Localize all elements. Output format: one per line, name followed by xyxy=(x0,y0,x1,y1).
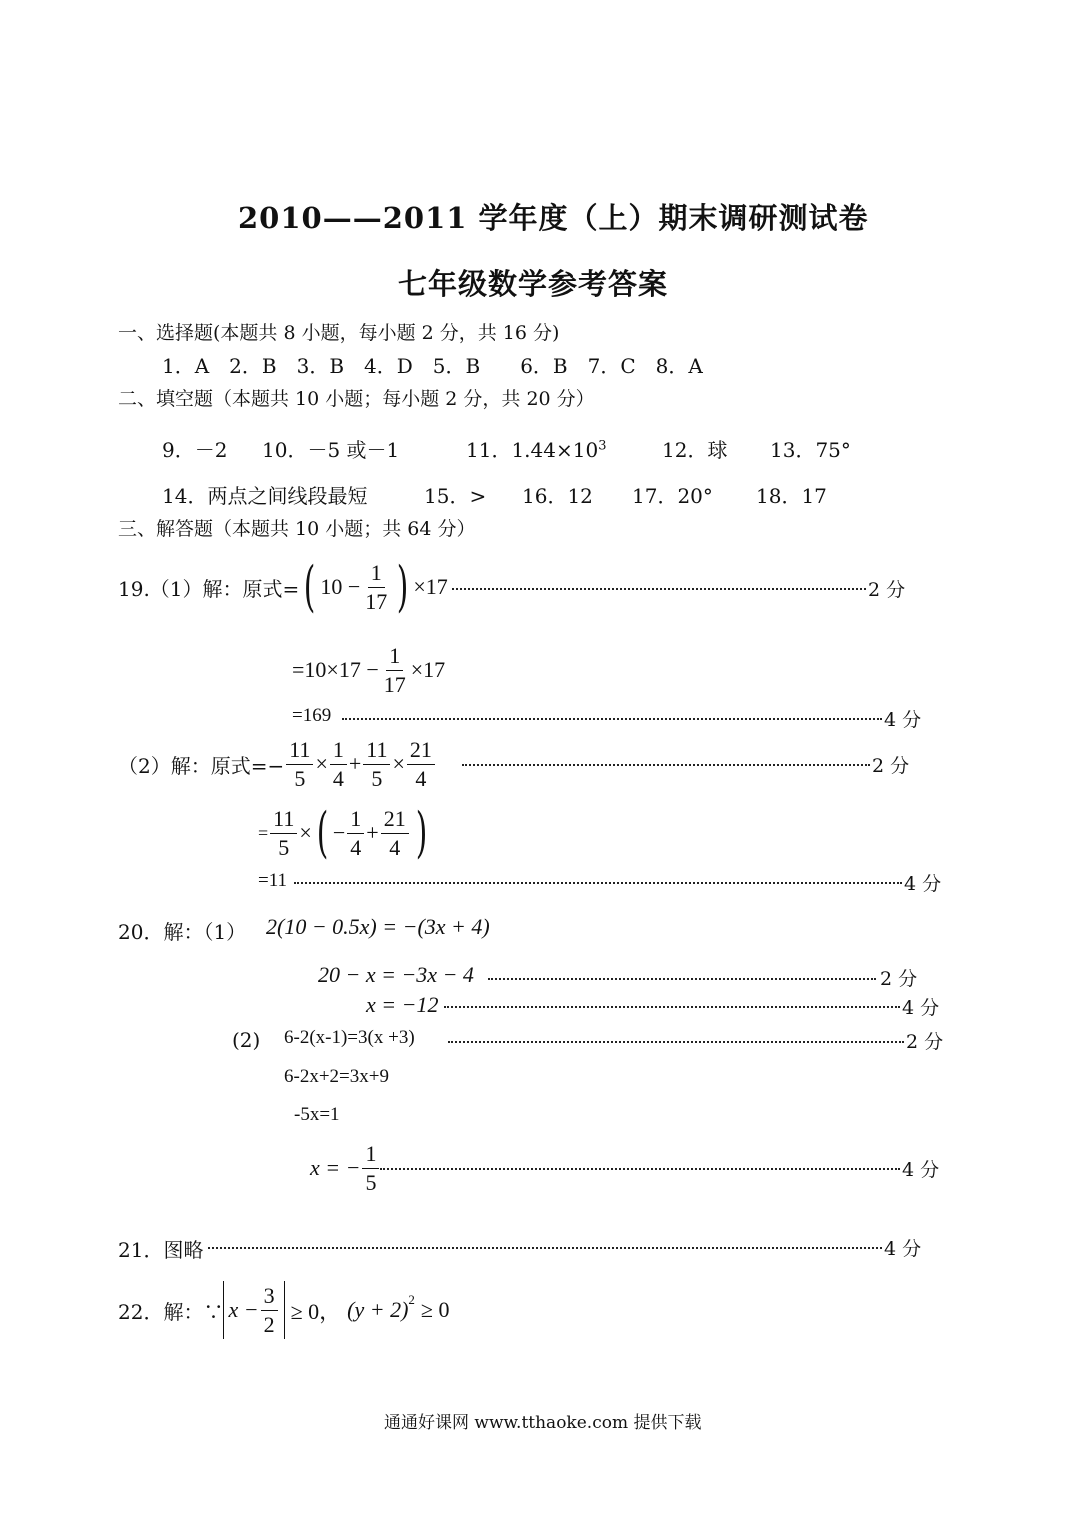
fraction-1-4 xyxy=(347,805,364,860)
score-2: 2 分 xyxy=(906,1031,944,1053)
answer-13: 13．75° xyxy=(770,438,851,462)
minus-sign: − xyxy=(332,820,346,845)
q22-ge-zero: ≥ 0， xyxy=(290,1298,342,1324)
q20-part2-step2: -5x=1 xyxy=(294,1104,340,1125)
dot-leader xyxy=(448,1041,904,1043)
plus-sign: + xyxy=(366,820,379,845)
denominator: 17 xyxy=(383,671,406,697)
fraction-21-4 xyxy=(407,736,435,791)
q20-label: 20．解：（1） xyxy=(118,920,247,944)
dot-leader xyxy=(208,1247,882,1249)
numerator: 11 xyxy=(363,739,390,765)
dot-leader xyxy=(380,1168,900,1170)
open-paren: ( xyxy=(304,555,316,618)
score-2: 2 分 xyxy=(872,755,910,777)
footer-source: 通通好课网 www.tthaoke.com 提供下载 xyxy=(384,1413,702,1433)
dot-leader xyxy=(444,1006,900,1008)
q22-line1 xyxy=(118,1278,450,1342)
denominator: 17 xyxy=(365,588,388,614)
denominator: 4 xyxy=(350,834,362,860)
q20-part2-label: (2) xyxy=(232,1028,261,1052)
answer-11-base: 11．1.44×10 xyxy=(466,438,599,462)
fraction-11-5 xyxy=(363,736,390,791)
q19-part1-line1 xyxy=(118,552,448,622)
q20-x-equals: x = − xyxy=(310,1155,361,1180)
times-sign: × xyxy=(315,751,328,776)
plus-sign: + xyxy=(348,751,362,776)
q22-square-exp: 2 xyxy=(408,1292,415,1307)
equals-sign: = xyxy=(258,822,269,843)
denominator: 4 xyxy=(415,765,427,791)
dot-leader xyxy=(452,588,866,590)
numerator: 1 xyxy=(362,1143,379,1169)
score-4: 4 分 xyxy=(904,873,942,895)
section-choice-header: 一、选择题(本题共 8 小题，每小题 2 分，共 16 分) xyxy=(118,322,560,344)
denominator: 5 xyxy=(278,834,290,860)
q19-term: 10 − xyxy=(320,574,361,599)
denominator: 2 xyxy=(263,1311,275,1337)
score-4: 4 分 xyxy=(884,709,922,731)
choice-answers: 1．A 2．B 3．B 4．D 5．B 6．B 7．C 8．A xyxy=(162,354,703,378)
q19-times17b: ×17 xyxy=(410,657,446,682)
page-title: 2010——2011 学年度（上）期末调研测试卷 xyxy=(238,201,869,235)
fraction-3-2 xyxy=(261,1282,278,1337)
answer-15: 15．> xyxy=(424,484,487,508)
q19-part1-result: =169 xyxy=(292,705,332,726)
numerator: 21 xyxy=(407,739,435,765)
q20-step2: x = −12 xyxy=(366,992,439,1017)
times-sign: × xyxy=(299,820,312,845)
dot-leader xyxy=(462,764,870,766)
answer-14: 14．两点之间线段最短 xyxy=(162,484,368,508)
q22-ge-zero-b: ≥ 0 xyxy=(420,1297,450,1322)
q20-part2-step3 xyxy=(310,1138,381,1198)
score-4: 4 分 xyxy=(884,1238,922,1260)
q19-part2-result: =11 xyxy=(258,870,288,891)
close-paren: ) xyxy=(397,555,409,618)
numerator: 1 xyxy=(347,808,364,834)
score-2: 2 分 xyxy=(868,579,906,601)
q19-part1-label: 19.（1）解：原式= xyxy=(118,576,300,601)
denominator: 5 xyxy=(371,765,383,791)
answer-9: 9．－2 xyxy=(162,438,228,462)
score-4: 4 分 xyxy=(902,1159,940,1181)
dot-leader xyxy=(488,978,876,980)
denominator: 5 xyxy=(365,1169,377,1195)
fraction-1-4 xyxy=(330,736,347,791)
open-paren: ( xyxy=(316,801,329,864)
close-paren: ) xyxy=(415,801,428,864)
answer-11-exponent: 3 xyxy=(598,438,607,454)
numerator: 11 xyxy=(270,808,297,834)
answer-18: 18．17 xyxy=(756,484,827,508)
answer-17: 17．20° xyxy=(632,484,713,508)
numerator: 21 xyxy=(381,808,409,834)
q20-step1: 20 − x = −3x − 4 xyxy=(318,962,474,987)
q22-label: 22．解：∵ xyxy=(118,1299,224,1324)
q19-part2-line1 xyxy=(118,732,437,796)
denominator: 4 xyxy=(389,834,401,860)
numerator: 1 xyxy=(368,562,385,588)
fraction-1-17 xyxy=(362,559,390,614)
q20-equation: 2(10 − 0.5x) = −(3x + 4) xyxy=(266,914,490,939)
dot-leader xyxy=(342,718,882,720)
fraction-1-5 xyxy=(362,1140,379,1195)
q20-part2-step1: 6-2x+2=3x+9 xyxy=(284,1066,389,1087)
answer-11 xyxy=(466,434,606,463)
q20-part2-equation: 6-2(x-1)=3(x +3) xyxy=(284,1027,415,1048)
q19-part2-line2 xyxy=(258,800,432,866)
absolute-value xyxy=(223,1281,284,1339)
q22-x-minus: x − xyxy=(228,1297,259,1322)
times-sign: × xyxy=(392,751,405,776)
numerator: 1 xyxy=(330,739,347,765)
page-subtitle: 七年级数学参考答案 xyxy=(398,267,669,301)
denominator: 5 xyxy=(294,765,306,791)
q21-answer: 21．图略 xyxy=(118,1238,204,1262)
q19-part1-line2 xyxy=(292,640,445,700)
q22-square-base: (y + 2) xyxy=(347,1297,409,1322)
denominator: 4 xyxy=(332,765,344,791)
section-solve-header: 三、解答题（本题共 10 小题；共 64 分） xyxy=(118,518,476,540)
numerator: 3 xyxy=(261,1285,278,1311)
fraction-11-5 xyxy=(270,805,297,860)
numerator: 11 xyxy=(286,739,313,765)
q19-expansion: =10×17 − xyxy=(292,657,379,682)
answer-16: 16．12 xyxy=(522,484,593,508)
q19-times17: ×17 xyxy=(413,574,448,599)
answer-12: 12．球 xyxy=(662,438,728,462)
q19-part2-label: （2）解：原式=− xyxy=(118,753,285,778)
fraction-1-17 xyxy=(381,642,409,697)
score-4: 4 分 xyxy=(902,997,940,1019)
numerator: 1 xyxy=(386,645,403,671)
fraction-21-4 xyxy=(381,805,409,860)
section-fill-header: 二、填空题（本题共 10 小题；每小题 2 分，共 20 分） xyxy=(118,388,595,410)
answer-10: 10．－5 或－1 xyxy=(262,438,400,462)
dot-leader xyxy=(294,882,902,884)
score-2: 2 分 xyxy=(880,968,918,990)
fraction-11-5 xyxy=(286,736,313,791)
